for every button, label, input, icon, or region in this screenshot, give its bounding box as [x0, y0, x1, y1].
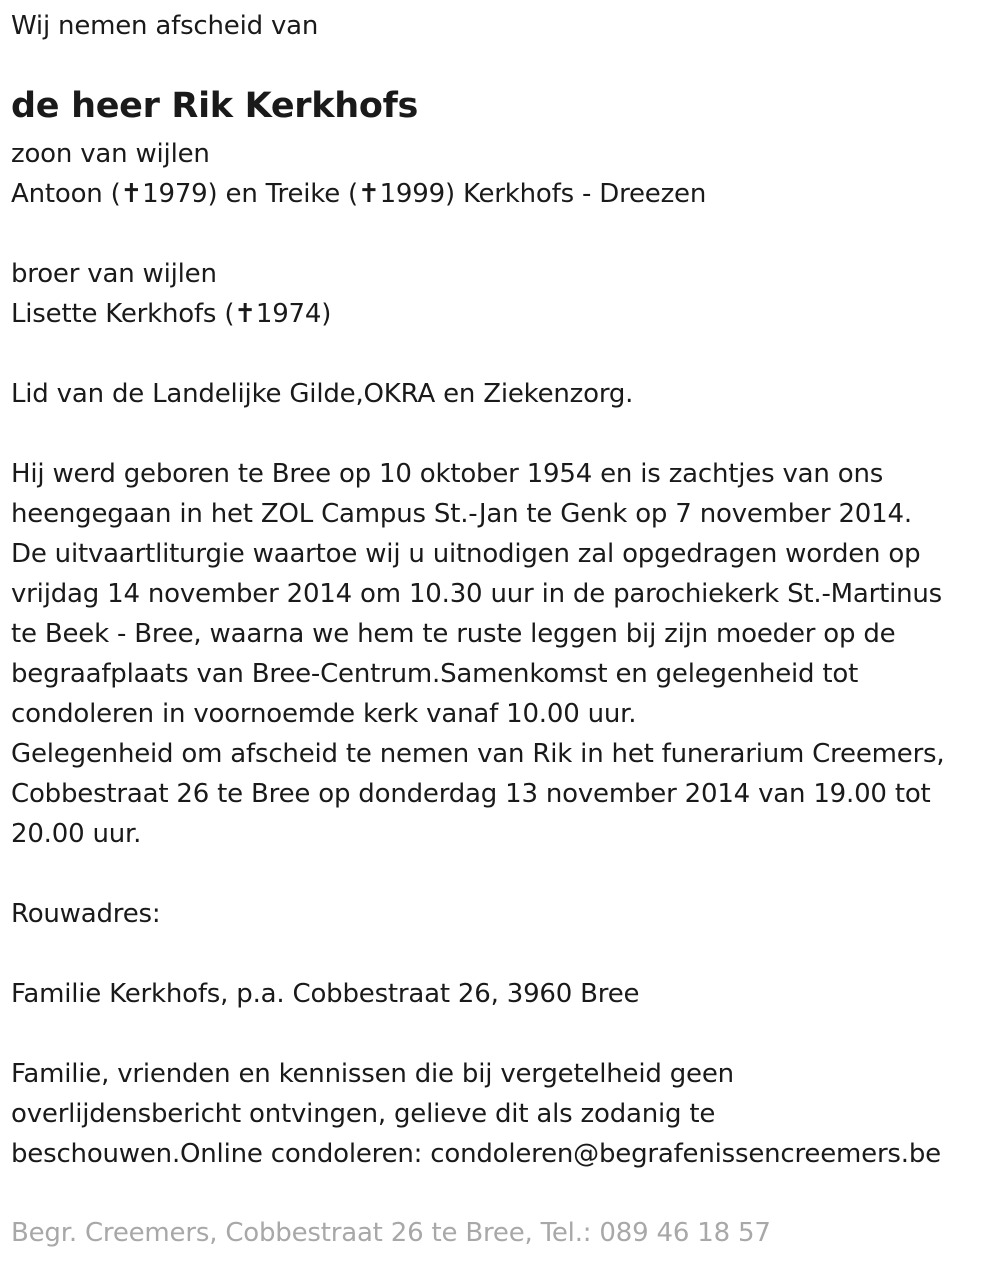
parents-section [11, 134, 706, 214]
funeral-home-footer: Begr. Creemers, Cobbestraat 26 te Bree, Tel.: 089 46 18 57 [11, 1218, 771, 1248]
body-line: Cobbestraat 26 te Bree op donderdag 13 november 2014 van 19.00 tot [11, 779, 931, 809]
closing-line: beschouwen.Online condoleren: condoleren@begrafenissencreemers.be [11, 1139, 941, 1169]
membership-section [11, 374, 633, 414]
parents-names: Antoon (✝1979) en Treike (✝1999) Kerkhofs - Dreezen [11, 179, 707, 209]
body-line: Gelegenheid om afscheid te nemen van Rik in het funerarium Creemers, [11, 739, 945, 769]
body-line: De uitvaartliturgie waartoe wij u uitnodigen zal opgedragen worden op [11, 539, 921, 569]
closing-paragraph [11, 1054, 941, 1174]
body-line: te Beek - Bree, waarna we hem te ruste leggen bij zijn moeder op de [11, 619, 896, 649]
sibling-section [11, 254, 331, 334]
body-line: vrijdag 14 november 2014 om 10.30 uur in de parochiekerk St.-Martinus [11, 579, 943, 609]
body-line: 20.00 uur. [11, 819, 142, 849]
sibling-name: Lisette Kerkhofs (✝1974) [11, 299, 332, 329]
address-section [11, 974, 639, 1014]
address-text: Familie Kerkhofs, p.a. Cobbestraat 26, 3960 Bree [11, 979, 640, 1009]
parents-label: zoon van wijlen [11, 139, 210, 169]
address-label: Rouwadres: [11, 899, 161, 929]
body-line: heengegaan in het ZOL Campus St.-Jan te Genk op 7 november 2014. [11, 499, 912, 529]
body-paragraph [11, 454, 944, 854]
membership-text: Lid van de Landelijke Gilde,OKRA en Ziekenzorg. [11, 379, 634, 409]
body-line: Hij werd geboren te Bree op 10 oktober 1954 en is zachtjes van ons [11, 459, 884, 489]
body-line: begraafplaats van Bree-Centrum.Samenkomst en gelegenheid tot [11, 659, 859, 689]
sibling-label: broer van wijlen [11, 259, 217, 289]
deceased-name: de heer Rik Kerkhofs [11, 86, 419, 126]
address-label-section [11, 894, 160, 934]
body-line: condoleren in voornoemde kerk vanaf 10.00 uur. [11, 699, 637, 729]
closing-line: Familie, vrienden en kennissen die bij vergetelheid geen [11, 1059, 734, 1089]
intro-text: Wij nemen afscheid van [11, 11, 319, 41]
closing-line: overlijdensbericht ontvingen, gelieve dit als zodanig te [11, 1099, 716, 1129]
